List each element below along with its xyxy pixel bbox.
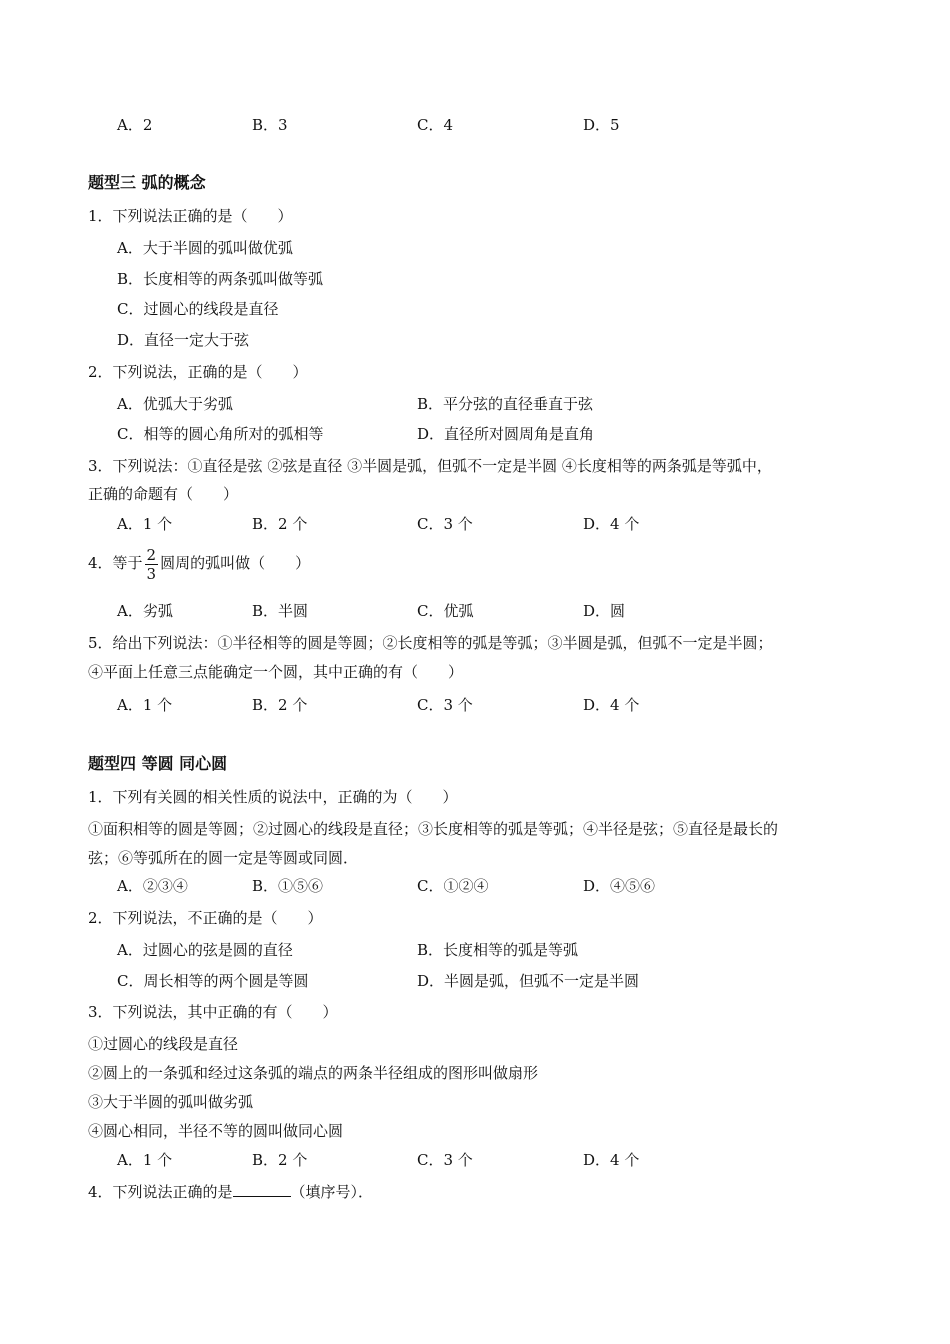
option-c: C．相等的圆心角所对的弧相等 [117,425,324,443]
option-a: A．劣弧 [117,602,173,620]
option-b: B．2 个 [252,1151,308,1169]
statement-line: ②圆上的一条弧和经过这条弧的端点的两条半径组成的图形叫做扇形 [88,1064,539,1082]
option-d: D．半圆是弧，但弧不一定是半圆 [417,972,640,990]
option-a: A．②③④ [117,877,188,895]
stem-prefix: 4．等于 [88,554,143,572]
statement-line: ③大于半圆的弧叫做劣弧 [88,1093,254,1111]
question-stem: 1．下列有关圆的相关性质的说法中，正确的为（ ） [88,788,458,806]
question-stem: 5．给出下列说法：①半径相等的圆是等圆；②长度相等的弧是等弧；③半圆是弧，但弧不一定是半圆； [88,634,773,652]
question-stem: 2．下列说法，正确的是（ ） [88,363,308,381]
question-stem: 1．下列说法正确的是（ ） [88,207,293,225]
stem-suffix: 圆周的弧叫做（ ） [160,554,311,572]
option-c: C．①②④ [417,877,489,895]
option-c: C．过圆心的线段是直径 [117,300,279,318]
option-a: A．1 个 [117,1151,173,1169]
option-a: A．2 [117,116,153,134]
question-stem [88,1182,373,1202]
option-a: A．优弧大于劣弧 [117,395,233,413]
answer-blank[interactable] [233,1182,291,1197]
question-stem-cont: 正确的命题有（ ） [88,485,239,503]
option-d: D．直径一定大于弦 [117,331,250,349]
question-stem: 3．下列说法，其中正确的有（ ） [88,1003,338,1021]
option-a: A．1 个 [117,696,173,714]
option-a: A．大于半圆的弧叫做优弧 [117,239,293,257]
option-d: D．4 个 [583,1151,640,1169]
statement-line: 弦；⑥等弧所在的圆一定是等圆或同圆． [88,849,359,867]
option-d: D．直径所对圆周角是直角 [417,425,595,443]
option-b: B．3 [252,116,288,134]
option-c: C．3 个 [417,1151,473,1169]
fraction-denominator: 3 [146,564,157,583]
option-d: D．5 [583,116,620,134]
option-b: B．平分弦的直径垂直于弦 [417,395,594,413]
stem-suffix: （填序号）． [290,1183,374,1201]
question-stem-cont: ④平面上任意三点能确定一个圆，其中正确的有（ ） [88,663,464,681]
option-b: B．长度相等的弧是等弧 [417,941,579,959]
option-d: D．④⑤⑥ [583,877,656,895]
fraction-numerator: 2 [146,545,157,564]
option-c: C．周长相等的两个圆是等圆 [117,972,309,990]
option-b: B．2 个 [252,696,308,714]
question-stem: 3．下列说法：①直径是弦 ②弦是直径 ③半圆是弧，但弧不一定是半圆 ④长度相等的两条弧是等弧中， [88,457,772,475]
option-d: D．4 个 [583,515,640,533]
option-b: B．①⑤⑥ [252,877,324,895]
option-c: C．4 [417,116,454,134]
option-a: A．过圆心的弦是圆的直径 [117,941,293,959]
option-d: D．4 个 [583,696,640,714]
option-b: B．半圆 [252,602,309,620]
statement-line: ④圆心相同，半径不等的圆叫做同心圆 [88,1122,344,1140]
option-b: B．长度相等的两条弧叫做等弧 [117,270,324,288]
fraction [145,546,159,583]
question-stem [88,543,310,583]
section-title: 题型四 等圆 同心圆 [88,754,228,773]
stem-prefix: 4．下列说法正确的是 [88,1183,233,1201]
option-b: B．2 个 [252,515,308,533]
statement-line: ①面积相等的圆是等圆；②过圆心的线段是直径；③长度相等的弧是等弧；④半径是弦；⑤直径是最长的 [88,820,779,838]
option-c: C．3 个 [417,696,473,714]
option-c: C．3 个 [417,515,473,533]
option-a: A．1 个 [117,515,173,533]
question-stem: 2．下列说法，不正确的是（ ） [88,909,323,927]
section-title: 题型三 弧的概念 [88,173,206,192]
statement-line: ①过圆心的线段是直径 [88,1035,239,1053]
option-d: D．圆 [583,602,626,620]
option-c: C．优弧 [417,602,474,620]
